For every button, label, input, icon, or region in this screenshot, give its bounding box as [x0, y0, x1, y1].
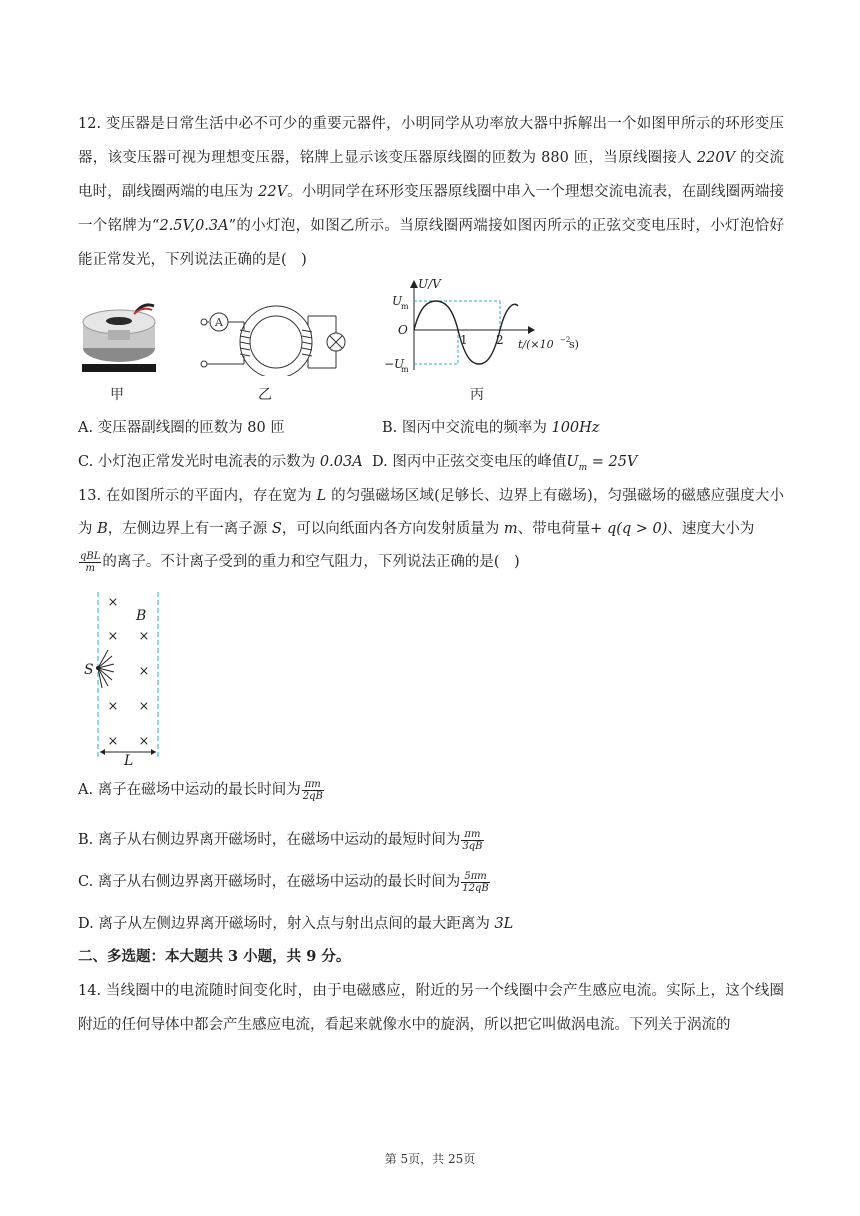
voltage-time-graph — [378, 276, 593, 376]
q13-option-c-num: 5πm — [461, 871, 489, 883]
graph-y-label: U/V — [418, 277, 441, 291]
q13-option-a-fraction — [302, 779, 324, 802]
q12-stem-part2: 的交流电时，副线圈两端的电压为 — [78, 150, 785, 200]
q13-var-s: S — [271, 521, 282, 537]
q13-stem-part7: 的离子。不计离子受到的重力和空气阻力，下列说法正确的是( ) — [102, 554, 520, 570]
caption-bing: 丙 — [470, 387, 484, 403]
q12-option-b-value: 100Hz — [551, 420, 600, 436]
transformer-circuit-diagram — [196, 296, 361, 376]
q13-option-b-text: B. 离子从右侧边界离开磁场时，在磁场中运动的最短时间为 — [78, 832, 461, 848]
q13-stem-part6: 、速度大小为 — [667, 521, 755, 537]
cross-mark: × — [107, 699, 119, 714]
q12-stem-part4: ”的小灯泡，如图乙所示。当原线圈两端接如图丙所示的正弦交变电压时，小灯泡恰好能正常发光，下列说法正确的是( ) — [78, 218, 784, 268]
q12-option-a-text: A. 变压器副线圈的匝数为 80 匝 — [78, 420, 285, 436]
q13-option-d-text: D. 离子从左侧边界离开磁场时，射入点与射出点间的最大距离为 — [78, 916, 495, 932]
q13-velocity-num: qBL — [80, 550, 101, 562]
graph-um-sub: m — [401, 302, 409, 311]
q12-stem-part1: 12. 变压器是日常生活中必不可少的重要元器件，小明同学从功率放大器中拆解出一个如图甲所示的环形变压器，该变压器可视为理想变压器，铭牌上显示该变压器原线圈的匝数为 880 匝，当原线圈接人 — [78, 116, 784, 166]
q13-var-b: B — [97, 521, 108, 537]
q12-option-d-text: D. 图丙中正弦交变电压的峰值 — [372, 454, 567, 470]
q13-option-c-den: 12qB — [462, 882, 489, 894]
q13-option-b-den: 3qB — [462, 840, 483, 852]
section-heading: 二、多选题：本大题共 3 小题，共 9 分。 — [78, 948, 351, 965]
cross-mark: × — [138, 734, 150, 749]
graph-x-unit: s) — [569, 338, 579, 351]
q13-option-c-text: C. 离子从右侧边界离开磁场时，在磁场中运动的最长时间为 — [78, 874, 461, 890]
q12-stem-part3: 。小明同学在环形变压器原线圈中串入一个理想交流电流表，在副线圈两端接一个铭牌为“ — [78, 184, 785, 234]
q13-velocity-fraction — [79, 551, 101, 574]
cross-mark: × — [107, 595, 119, 610]
cross-mark: × — [138, 629, 150, 644]
caption-jia: 甲 — [110, 387, 124, 403]
graph-neg-um-sub: m — [401, 365, 409, 374]
q12-option-d-sub: m — [578, 462, 588, 473]
q13-option-a-den: 2qB — [302, 790, 323, 802]
q12-stem — [78, 107, 784, 277]
q13-option-c-fraction — [461, 871, 489, 894]
q12-voltage-secondary: 22V — [258, 184, 288, 200]
q13-option-b-num: πm — [461, 829, 483, 841]
graph-um-label: U — [392, 294, 403, 308]
field-label-b: B — [136, 608, 147, 624]
graph-origin: O — [398, 323, 408, 337]
q13-option-b-fraction — [461, 829, 483, 852]
cross-mark: × — [138, 664, 150, 679]
transformer-photo — [78, 300, 160, 378]
page-footer: 第 5页，共 25页 — [384, 1152, 476, 1166]
q13-option-c — [78, 870, 491, 894]
q13-stem-part4: ，可以向纸面内各方向发射质量为 — [281, 521, 504, 537]
q13-stem-part5: 、带电荷量+ — [517, 521, 607, 537]
q13-velocity-den: m — [85, 562, 95, 574]
q13-stem — [78, 480, 784, 579]
q12-option-d-eq: = 25V — [587, 454, 638, 470]
caption-yi: 乙 — [258, 387, 272, 403]
graph-tick-2: 2 — [496, 333, 504, 347]
q13-var-l: L — [316, 488, 327, 504]
cross-mark: × — [107, 629, 119, 644]
q13-stem-part2: 的匀强磁场区域(足够长、边界上有磁场)，匀强磁场的磁感应强度大小为 — [78, 488, 785, 537]
q13-option-a — [78, 778, 325, 802]
q13-option-d-value: 3L — [494, 916, 514, 932]
q12-option-c-text: C. 小灯泡正常发光时电流表的示数为 — [78, 454, 320, 470]
graph-x-exp: −2 — [560, 336, 571, 344]
graph-neg-um-label: −U — [384, 357, 405, 371]
cross-mark: × — [138, 699, 150, 714]
q12-option-c — [78, 450, 363, 471]
graph-x-label: t/(×10 — [518, 338, 554, 351]
magnetic-field-diagram — [78, 590, 178, 766]
q13-var-m: m — [503, 521, 518, 537]
cross-mark: × — [107, 734, 119, 749]
q12-bulb-rating: 2.5V,0.3A — [159, 218, 229, 234]
q14-stem: 14. 当线圈中的电流随时间变化时，由于电磁感应，附近的另一个线圈中会产生感应电流。实际上，这个线圈附近的任何导体中都会产生感应电流，看起来就像水中的旋涡，所以把它叫做涡电流。下列关于涡流的 — [78, 983, 784, 1033]
q13-option-d — [78, 912, 513, 933]
q13-option-a-num: πm — [302, 779, 324, 791]
q13-stem-part3: ，左侧边界上有一离子源 — [107, 521, 272, 537]
velocity-arrows — [97, 650, 115, 688]
q13-option-a-text: A. 离子在磁场中运动的最长时间为 — [78, 782, 301, 798]
q12-option-a — [78, 416, 285, 437]
q13-var-q: q(q > 0) — [606, 521, 668, 537]
q12-voltage-primary: 220V — [696, 150, 736, 166]
q13-option-b — [78, 828, 485, 852]
q12-option-d — [372, 450, 637, 473]
ammeter-label: A — [215, 316, 223, 329]
q12-option-b — [382, 416, 599, 437]
q12-option-c-value: 0.03A — [319, 454, 363, 470]
graph-tick-1: 1 — [460, 333, 468, 347]
source-label-s: S — [84, 662, 94, 678]
q13-stem-part1: 13. 在如图所示的平面内，存在宽为 — [78, 488, 317, 504]
q12-option-d-var: U — [566, 454, 579, 470]
width-label-l: L — [124, 753, 134, 766]
q12-option-b-text: B. 图丙中交流电的频率为 — [382, 420, 552, 436]
